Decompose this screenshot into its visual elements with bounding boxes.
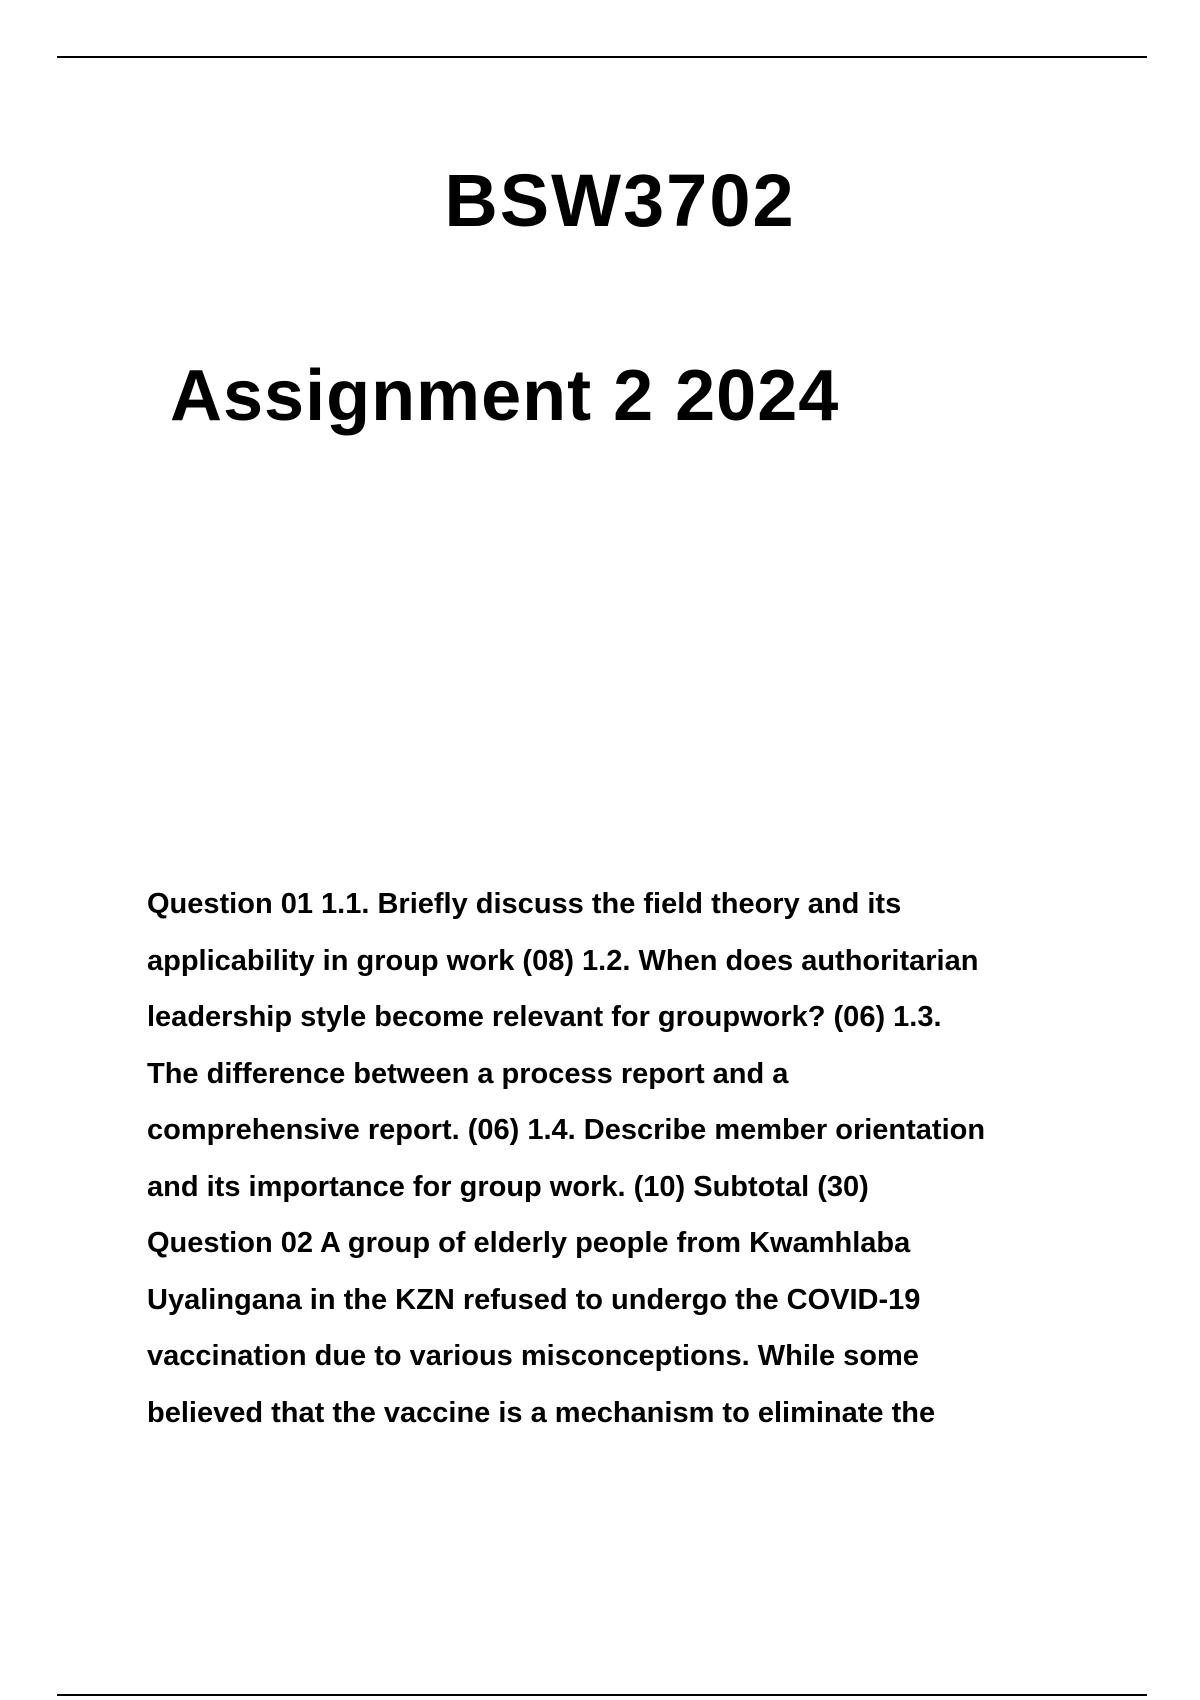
body-line: Question 02 A group of elderly people from Kwamhlaba [147, 1227, 911, 1259]
body-line: applicability in group work (08) 1.2. When does authoritarian [147, 944, 979, 977]
body-line: believed that the vaccine is a mechanism to eliminate the [147, 1396, 936, 1429]
body-line: comprehensive report. (06) 1.4. Describe member orientation [147, 1114, 986, 1146]
top-divider [57, 56, 1147, 58]
body-line: vaccination due to various misconceptions. While some [147, 1340, 919, 1372]
course-code-heading: BSW3702 [444, 159, 796, 242]
body-line: The difference between a process report and a [147, 1057, 789, 1090]
assignment-body [147, 876, 1087, 1441]
bottom-divider [57, 1694, 1147, 1696]
assignment-title: Assignment 2 2024 [170, 356, 840, 436]
body-line: and its importance for group work. (10) Subtotal (30) [147, 1170, 869, 1203]
body-line: leadership style become relevant for groupwork? (06) 1.3. [147, 1001, 942, 1033]
body-line: Uyalingana in the KZN refused to undergo the COVID-19 [147, 1283, 921, 1316]
body-line: Question 01 1.1. Briefly discuss the field theory and its [147, 888, 902, 920]
